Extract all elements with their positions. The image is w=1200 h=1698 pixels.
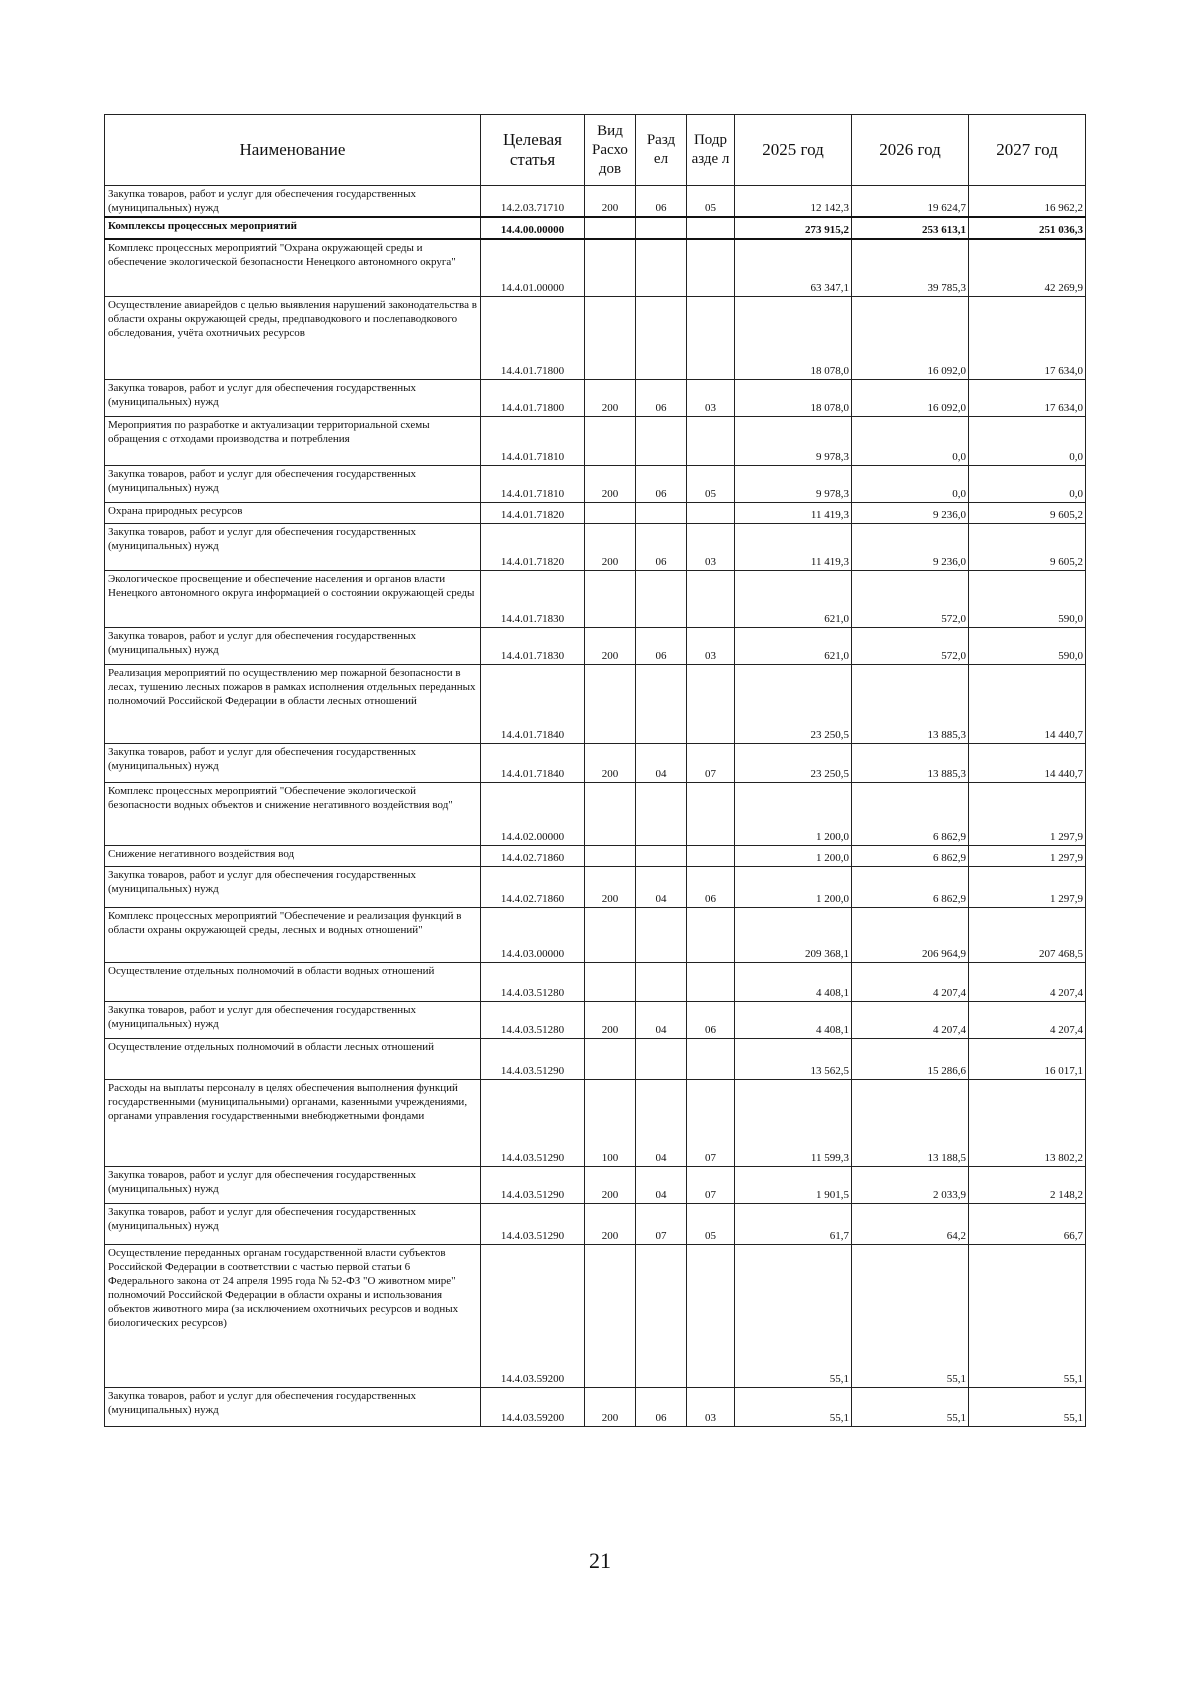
cell-expense-type: [585, 846, 636, 867]
cell-subsection: 03: [687, 524, 735, 571]
cell-section: [636, 665, 687, 744]
cell-subsection: [687, 571, 735, 628]
cell-year-2027: 13 802,2: [969, 1080, 1086, 1167]
header-year-2027: 2027 год: [969, 115, 1086, 186]
table-row: [105, 783, 1086, 846]
cell-expense-type: [585, 908, 636, 963]
cell-target-article: 14.4.01.71840: [481, 744, 585, 783]
table-row: [105, 846, 1086, 867]
cell-year-2025: 11 419,3: [735, 503, 852, 524]
cell-subsection: 06: [687, 867, 735, 908]
cell-subsection: 05: [687, 466, 735, 503]
cell-year-2027: 14 440,7: [969, 744, 1086, 783]
cell-year-2027: 590,0: [969, 571, 1086, 628]
cell-expense-type: [585, 239, 636, 297]
cell-name: Реализация мероприятий по осуществлению мер пожарной безопасности в лесах, тушению лесных пожаров в рамках исполнения отдельных переданных полномочий Российской Федерации в области лесных отношений: [105, 665, 481, 744]
table-row: [105, 1204, 1086, 1245]
cell-name: Осуществление отдельных полномочий в области водных отношений: [105, 963, 481, 1002]
cell-year-2025: 273 915,2: [735, 217, 852, 239]
cell-section: 06: [636, 186, 687, 218]
cell-year-2026: 9 236,0: [852, 524, 969, 571]
cell-name: Закупка товаров, работ и услуг для обеспечения государственных (муниципальных) нужд: [105, 1388, 481, 1427]
cell-target-article: 14.4.01.71820: [481, 503, 585, 524]
table-row: [105, 239, 1086, 297]
cell-year-2025: 4 408,1: [735, 963, 852, 1002]
cell-year-2026: 64,2: [852, 1204, 969, 1245]
header-year-2026: 2026 год: [852, 115, 969, 186]
cell-year-2027: 55,1: [969, 1245, 1086, 1388]
table-row: [105, 1245, 1086, 1388]
cell-section: 04: [636, 867, 687, 908]
cell-year-2025: 61,7: [735, 1204, 852, 1245]
cell-subsection: 03: [687, 628, 735, 665]
cell-subsection: [687, 1245, 735, 1388]
cell-year-2027: 1 297,9: [969, 783, 1086, 846]
cell-target-article: 14.4.01.71840: [481, 665, 585, 744]
cell-name: Осуществление авиарейдов с целью выявления нарушений законодательства в области охраны окружающей среды, предпаводкового и послепаводкового обследования, учёта охотничьих ресурсов: [105, 297, 481, 380]
cell-expense-type: 200: [585, 1002, 636, 1039]
cell-expense-type: [585, 571, 636, 628]
table-row: [105, 628, 1086, 665]
cell-name: Комплекс процессных мероприятий "Обеспечение и реализация функций в области охраны окружающей среды, лесных и водных отношений": [105, 908, 481, 963]
cell-name: Закупка товаров, работ и услуг для обеспечения государственных (муниципальных) нужд: [105, 466, 481, 503]
cell-expense-type: 200: [585, 380, 636, 417]
cell-year-2027: 42 269,9: [969, 239, 1086, 297]
cell-name: Экологическое просвещение и обеспечение населения и органов власти Ненецкого автономного округа информацией о состоянии окружающей среды: [105, 571, 481, 628]
cell-expense-type: 100: [585, 1080, 636, 1167]
cell-year-2027: 17 634,0: [969, 297, 1086, 380]
header-section: Разд ел: [636, 115, 687, 186]
cell-year-2026: 55,1: [852, 1245, 969, 1388]
cell-section: [636, 217, 687, 239]
cell-expense-type: [585, 1039, 636, 1080]
table-row: [105, 524, 1086, 571]
cell-year-2027: 590,0: [969, 628, 1086, 665]
cell-expense-type: [585, 297, 636, 380]
cell-year-2027: 66,7: [969, 1204, 1086, 1245]
cell-section: [636, 417, 687, 466]
cell-section: [636, 503, 687, 524]
table-row: [105, 665, 1086, 744]
table-row: [105, 417, 1086, 466]
cell-name: Комплекс процессных мероприятий "Обеспечение экологической безопасности водных объектов и снижение негативного воздействия вод": [105, 783, 481, 846]
cell-expense-type: [585, 417, 636, 466]
cell-year-2027: 16 962,2: [969, 186, 1086, 218]
cell-year-2025: 9 978,3: [735, 466, 852, 503]
cell-name: Закупка товаров, работ и услуг для обеспечения государственных (муниципальных) нужд: [105, 524, 481, 571]
cell-name: Закупка товаров, работ и услуг для обеспечения государственных (муниципальных) нужд: [105, 1204, 481, 1245]
cell-year-2026: 13 885,3: [852, 665, 969, 744]
cell-subsection: [687, 783, 735, 846]
budget-table-container: [104, 114, 1085, 1427]
cell-year-2027: 0,0: [969, 417, 1086, 466]
cell-section: 04: [636, 1167, 687, 1204]
cell-subsection: [687, 665, 735, 744]
table-row: [105, 1388, 1086, 1427]
cell-target-article: 14.4.03.59200: [481, 1245, 585, 1388]
cell-target-article: 14.4.01.00000: [481, 239, 585, 297]
cell-year-2026: 4 207,4: [852, 963, 969, 1002]
cell-subsection: [687, 217, 735, 239]
table-row: [105, 1080, 1086, 1167]
cell-expense-type: 200: [585, 1167, 636, 1204]
cell-year-2025: 55,1: [735, 1388, 852, 1427]
cell-section: [636, 239, 687, 297]
cell-year-2027: 16 017,1: [969, 1039, 1086, 1080]
table-body: [105, 186, 1086, 1427]
cell-target-article: 14.2.03.71710: [481, 186, 585, 218]
cell-section: [636, 908, 687, 963]
cell-year-2026: 572,0: [852, 628, 969, 665]
page-number: 21: [589, 1548, 611, 1573]
cell-target-article: 14.4.03.51290: [481, 1080, 585, 1167]
cell-target-article: 14.4.01.71800: [481, 380, 585, 417]
cell-expense-type: [585, 217, 636, 239]
cell-year-2026: 0,0: [852, 466, 969, 503]
header-subsection: Подр азде л: [687, 115, 735, 186]
cell-year-2026: 253 613,1: [852, 217, 969, 239]
cell-section: 07: [636, 1204, 687, 1245]
cell-year-2025: 621,0: [735, 628, 852, 665]
cell-expense-type: [585, 963, 636, 1002]
cell-target-article: 14.4.01.71810: [481, 417, 585, 466]
cell-expense-type: 200: [585, 744, 636, 783]
cell-name: Закупка товаров, работ и услуг для обеспечения государственных (муниципальных) нужд: [105, 186, 481, 218]
cell-target-article: 14.4.03.51280: [481, 963, 585, 1002]
cell-subsection: [687, 908, 735, 963]
cell-expense-type: 200: [585, 628, 636, 665]
cell-section: [636, 846, 687, 867]
cell-section: [636, 1245, 687, 1388]
cell-name: Комплексы процессных мероприятий: [105, 217, 481, 239]
cell-expense-type: [585, 783, 636, 846]
cell-year-2025: 11 419,3: [735, 524, 852, 571]
cell-target-article: 14.4.03.51290: [481, 1039, 585, 1080]
table-row: [105, 380, 1086, 417]
cell-target-article: 14.4.03.51280: [481, 1002, 585, 1039]
cell-name: Закупка товаров, работ и услуг для обеспечения государственных (муниципальных) нужд: [105, 380, 481, 417]
table-row: [105, 1002, 1086, 1039]
cell-name: Охрана природных ресурсов: [105, 503, 481, 524]
cell-year-2026: 13 885,3: [852, 744, 969, 783]
cell-subsection: 05: [687, 1204, 735, 1245]
cell-year-2025: 1 901,5: [735, 1167, 852, 1204]
cell-subsection: 06: [687, 1002, 735, 1039]
cell-year-2025: 12 142,3: [735, 186, 852, 218]
cell-year-2026: 16 092,0: [852, 380, 969, 417]
cell-subsection: [687, 846, 735, 867]
cell-year-2025: 11 599,3: [735, 1080, 852, 1167]
table-row: [105, 963, 1086, 1002]
cell-subsection: 03: [687, 1388, 735, 1427]
cell-section: 06: [636, 466, 687, 503]
cell-expense-type: 200: [585, 186, 636, 218]
cell-expense-type: [585, 665, 636, 744]
cell-year-2026: 6 862,9: [852, 846, 969, 867]
cell-year-2025: 23 250,5: [735, 744, 852, 783]
cell-section: 06: [636, 628, 687, 665]
header-target-article: Целевая статья: [481, 115, 585, 186]
cell-target-article: 14.4.03.00000: [481, 908, 585, 963]
cell-year-2025: 1 200,0: [735, 867, 852, 908]
cell-target-article: 14.4.00.00000: [481, 217, 585, 239]
cell-section: [636, 571, 687, 628]
budget-table: [104, 114, 1086, 1427]
table-row: [105, 466, 1086, 503]
cell-year-2026: 16 092,0: [852, 297, 969, 380]
cell-year-2027: 14 440,7: [969, 665, 1086, 744]
cell-name: Мероприятия по разработке и актуализации территориальной схемы обращения с отходами производства и потребления: [105, 417, 481, 466]
cell-target-article: 14.4.01.71810: [481, 466, 585, 503]
cell-year-2025: 23 250,5: [735, 665, 852, 744]
table-row: [105, 1039, 1086, 1080]
table-row: [105, 571, 1086, 628]
cell-year-2027: 4 207,4: [969, 1002, 1086, 1039]
cell-year-2026: 0,0: [852, 417, 969, 466]
cell-subsection: 03: [687, 380, 735, 417]
cell-section: [636, 783, 687, 846]
cell-target-article: 14.4.03.51290: [481, 1204, 585, 1245]
cell-expense-type: [585, 1245, 636, 1388]
cell-year-2026: 15 286,6: [852, 1039, 969, 1080]
cell-year-2026: 4 207,4: [852, 1002, 969, 1039]
cell-year-2026: 572,0: [852, 571, 969, 628]
cell-year-2026: 13 188,5: [852, 1080, 969, 1167]
cell-name: Закупка товаров, работ и услуг для обеспечения государственных (муниципальных) нужд: [105, 1167, 481, 1204]
cell-year-2027: 1 297,9: [969, 867, 1086, 908]
table-header-row: [105, 115, 1086, 186]
cell-expense-type: 200: [585, 1204, 636, 1245]
cell-name: Закупка товаров, работ и услуг для обеспечения государственных (муниципальных) нужд: [105, 1002, 481, 1039]
header-expense-type: Вид Расхо дов: [585, 115, 636, 186]
cell-name: Закупка товаров, работ и услуг для обеспечения государственных (муниципальных) нужд: [105, 867, 481, 908]
cell-year-2027: 17 634,0: [969, 380, 1086, 417]
cell-target-article: 14.4.02.71860: [481, 846, 585, 867]
cell-year-2027: 0,0: [969, 466, 1086, 503]
cell-expense-type: [585, 503, 636, 524]
cell-year-2025: 18 078,0: [735, 297, 852, 380]
cell-subsection: [687, 297, 735, 380]
cell-year-2025: 18 078,0: [735, 380, 852, 417]
cell-section: [636, 1039, 687, 1080]
cell-year-2027: 9 605,2: [969, 524, 1086, 571]
cell-year-2027: 55,1: [969, 1388, 1086, 1427]
cell-name: Осуществление переданных органам государственной власти субъектов Российской Федерации в соответствии с частью первой статьи 6 Федерального закона от 24 апреля 1995 года № 52-ФЗ "О животном мире" полномочий Российской Федерации в области охраны и использования объектов животного мира (за исключением охотничьих ресурсов и водных биологических ресурсов): [105, 1245, 481, 1388]
cell-subsection: [687, 963, 735, 1002]
cell-subsection: 05: [687, 186, 735, 218]
cell-expense-type: 200: [585, 1388, 636, 1427]
cell-target-article: 14.4.01.71830: [481, 571, 585, 628]
cell-year-2025: 4 408,1: [735, 1002, 852, 1039]
cell-year-2025: 1 200,0: [735, 846, 852, 867]
cell-target-article: 14.4.01.71830: [481, 628, 585, 665]
cell-subsection: 07: [687, 1167, 735, 1204]
table-row: [105, 297, 1086, 380]
cell-year-2026: 9 236,0: [852, 503, 969, 524]
cell-target-article: 14.4.02.71860: [481, 867, 585, 908]
cell-subsection: [687, 1039, 735, 1080]
cell-year-2027: 4 207,4: [969, 963, 1086, 1002]
cell-section: [636, 963, 687, 1002]
cell-section: 04: [636, 1002, 687, 1039]
cell-target-article: 14.4.01.71820: [481, 524, 585, 571]
cell-section: 04: [636, 744, 687, 783]
table-row: [105, 1167, 1086, 1204]
cell-year-2026: 6 862,9: [852, 783, 969, 846]
table-row: [105, 503, 1086, 524]
cell-year-2026: 55,1: [852, 1388, 969, 1427]
cell-subsection: 07: [687, 1080, 735, 1167]
cell-subsection: [687, 417, 735, 466]
table-row: [105, 867, 1086, 908]
cell-year-2026: 2 033,9: [852, 1167, 969, 1204]
cell-subsection: [687, 239, 735, 297]
cell-subsection: 07: [687, 744, 735, 783]
cell-section: 04: [636, 1080, 687, 1167]
cell-section: 06: [636, 380, 687, 417]
table-row: [105, 217, 1086, 239]
cell-section: 06: [636, 524, 687, 571]
cell-year-2026: 206 964,9: [852, 908, 969, 963]
cell-year-2026: 6 862,9: [852, 867, 969, 908]
cell-name: Закупка товаров, работ и услуг для обеспечения государственных (муниципальных) нужд: [105, 628, 481, 665]
cell-target-article: 14.4.02.00000: [481, 783, 585, 846]
cell-expense-type: 200: [585, 867, 636, 908]
cell-section: [636, 297, 687, 380]
cell-year-2025: 9 978,3: [735, 417, 852, 466]
cell-expense-type: 200: [585, 466, 636, 503]
cell-year-2026: 19 624,7: [852, 186, 969, 218]
cell-name: Осуществление отдельных полномочий в области лесных отношений: [105, 1039, 481, 1080]
cell-name: Закупка товаров, работ и услуг для обеспечения государственных (муниципальных) нужд: [105, 744, 481, 783]
cell-year-2026: 39 785,3: [852, 239, 969, 297]
cell-year-2027: 1 297,9: [969, 846, 1086, 867]
cell-year-2027: 207 468,5: [969, 908, 1086, 963]
cell-name: Комплекс процессных мероприятий "Охрана окружающей среды и обеспечение экологической безопасности Ненецкого автономного округа": [105, 239, 481, 297]
cell-year-2025: 209 368,1: [735, 908, 852, 963]
cell-name: Снижение негативного воздействия вод: [105, 846, 481, 867]
cell-year-2025: 621,0: [735, 571, 852, 628]
cell-target-article: 14.4.03.51290: [481, 1167, 585, 1204]
cell-year-2025: 63 347,1: [735, 239, 852, 297]
cell-target-article: 14.4.01.71800: [481, 297, 585, 380]
cell-target-article: 14.4.03.59200: [481, 1388, 585, 1427]
cell-year-2025: 13 562,5: [735, 1039, 852, 1080]
cell-year-2027: 9 605,2: [969, 503, 1086, 524]
cell-section: 06: [636, 1388, 687, 1427]
cell-year-2027: 251 036,3: [969, 217, 1086, 239]
table-row: [105, 186, 1086, 218]
table-row: [105, 908, 1086, 963]
cell-year-2025: 1 200,0: [735, 783, 852, 846]
header-year-2025: 2025 год: [735, 115, 852, 186]
header-name: Наименование: [105, 115, 481, 186]
cell-expense-type: 200: [585, 524, 636, 571]
cell-name: Расходы на выплаты персоналу в целях обеспечения выполнения функций государственными (муниципальными) органами, казенными учреждениями, органами управления государственными внебюджетными фондами: [105, 1080, 481, 1167]
table-row: [105, 744, 1086, 783]
cell-year-2025: 55,1: [735, 1245, 852, 1388]
cell-year-2027: 2 148,2: [969, 1167, 1086, 1204]
cell-subsection: [687, 503, 735, 524]
